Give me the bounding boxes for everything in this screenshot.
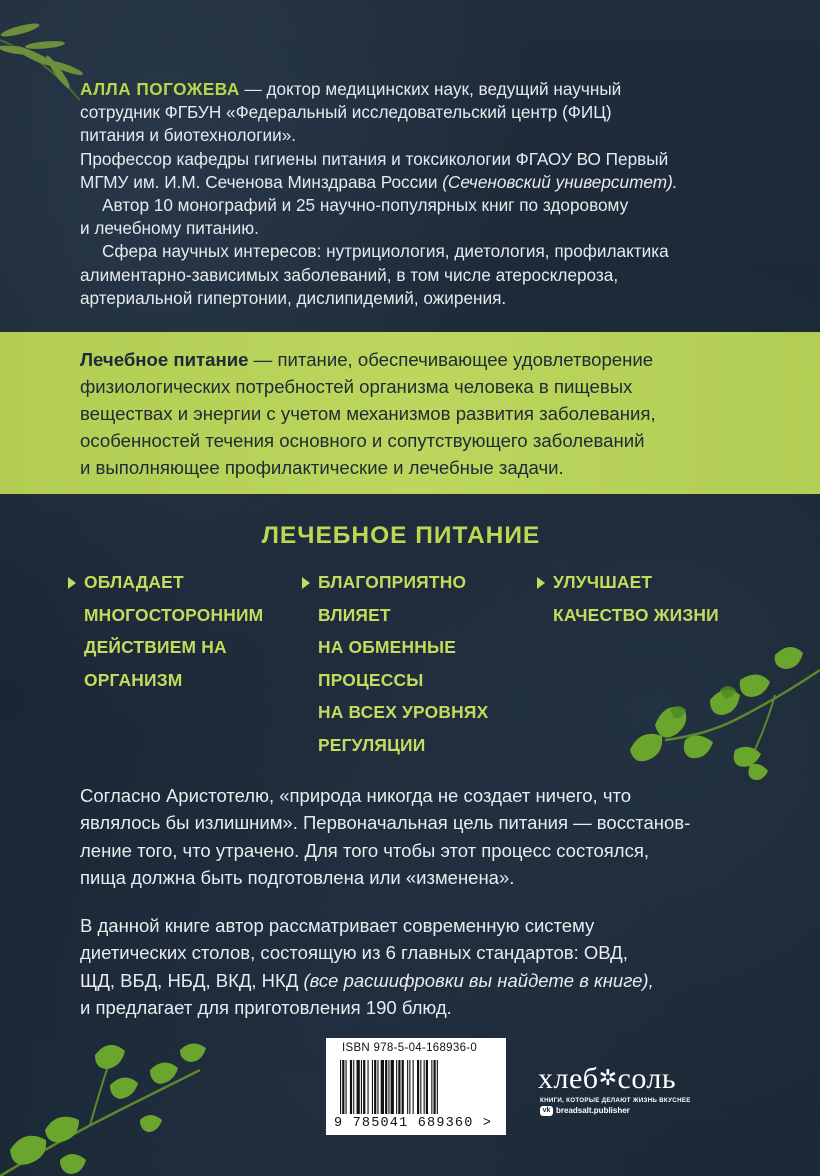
definition-line-2: физиологических потребностей организма человека в пищевых <box>80 376 633 397</box>
isbn-label: ISBN 978-5-04-168936-0 <box>342 1042 478 1054</box>
point-1-line: ОБЛАДАЕТ <box>84 572 184 592</box>
book-summary-paragraph <box>80 912 760 1022</box>
definition-text <box>80 346 760 481</box>
barcode-bars <box>340 1060 492 1114</box>
author-bio <box>80 78 760 310</box>
barcode-digits: 9 785041 689360 > <box>334 1116 493 1131</box>
author-line-7: и лечебному питанию. <box>80 218 259 239</box>
bullet-triangle-icon <box>537 577 545 589</box>
author-line-5-italic: (Сеченовский университет). <box>442 171 678 192</box>
publisher-star-icon: ✲ <box>598 1065 618 1090</box>
definition-term: Лечебное питание <box>80 349 249 370</box>
vk-icon: vk <box>540 1106 553 1116</box>
publisher-social-handle: breadsalt.publisher <box>556 1106 630 1115</box>
author-line-8: Сфера научных интересов: нутрициология, диетология, профилактика <box>102 241 669 262</box>
point-2-line: ВЛИЯЕТ <box>318 604 391 625</box>
parsley-sprig-right-illustration <box>625 640 820 785</box>
point-1-line: ОРГАНИЗМ <box>84 669 183 690</box>
definition-line-3: веществах и энергии с учетом механизмов развития заболевания, <box>80 403 656 424</box>
author-line-1: — доктор медицинских наук, ведущий научный <box>239 79 622 99</box>
definition-line-1: — питание, обеспечивающее удовлетворение <box>248 349 654 370</box>
author-line-10: артериальной гипертонии, дислипидемий, ожирения. <box>80 287 507 308</box>
point-3-line: УЛУЧШАЕТ <box>553 572 653 592</box>
author-line-4: Профессор кафедры гигиены питания и токсикологии ФГАОУ ВО Первый <box>80 148 669 169</box>
parsley-sprig-bottom-illustration <box>0 1030 220 1176</box>
point-1-line: МНОГОСТОРОННИМ <box>84 604 264 625</box>
point-2-line: БЛАГОПРИЯТНО <box>318 572 467 592</box>
point-2-line: РЕГУЛЯЦИИ <box>318 734 426 755</box>
para1-line-4: пища должна быть подготовлена или «изменена». <box>80 867 515 889</box>
bullet-triangle-icon <box>302 577 310 589</box>
publisher-logo <box>538 1062 676 1096</box>
point-2-line: НА ВСЕХ УРОВНЯХ <box>318 702 489 723</box>
point-1-line: ДЕЙСТВИЕМ НА <box>84 637 227 658</box>
aristotle-paragraph <box>80 782 760 892</box>
section-heading: ЛЕЧЕБНОЕ ПИТАНИЕ <box>261 522 541 549</box>
bullet-triangle-icon <box>68 577 76 589</box>
para2-line-3-italic: (все расшифровки вы найдете в книге), <box>303 969 654 991</box>
author-name: АЛЛА ПОГОЖЕВА <box>80 79 240 99</box>
author-line-5: МГМУ им. И.М. Сеченова Минздрава России <box>80 171 443 192</box>
para2-line-1: В данной книге автор рассматривает современную систему <box>80 915 595 936</box>
point-2-line: ПРОЦЕССЫ <box>318 669 424 690</box>
para1-line-1: Согласно Аристотелю, «природа никогда не создает ничего, что <box>80 785 632 806</box>
para1-line-3: ление того, что утрачено. Для того чтобы этот процесс состоялся, <box>80 839 649 861</box>
author-line-3: питания и биотехнологии». <box>80 125 297 146</box>
point-1 <box>84 566 263 696</box>
publisher-logo-right: соль <box>617 1062 677 1095</box>
author-line-6: Автор 10 монографий и 25 научно-популярных книг по здоровому <box>102 195 629 216</box>
point-2-line: НА ОБМЕННЫЕ <box>318 637 457 658</box>
point-3-line: КАЧЕСТВО ЖИЗНИ <box>553 604 719 625</box>
para2-line-3: ЩД, ВБД, НБД, ВКД, НКД <box>80 969 304 991</box>
para2-line-4: и предлагает для приготовления 190 блюд. <box>80 997 452 1019</box>
publisher-logo-left: хлеб <box>538 1062 599 1095</box>
para2-line-2: диетических столов, состоящую из 6 главных стандартов: ОВД, <box>80 942 628 964</box>
point-2 <box>318 566 488 762</box>
definition-line-5: и выполняющее профилактические и лечебные задачи. <box>80 457 564 478</box>
point-3 <box>553 566 719 631</box>
definition-line-4: особенностей течения основного и сопутствующего заболеваний <box>80 430 645 451</box>
publisher-tagline: КНИГИ, КОТОРЫЕ ДЕЛАЮТ ЖИЗНЬ ВКУСНЕЕ <box>540 1097 691 1104</box>
para1-line-2: являлось бы излишним». Первоначальная цель питания — восстанов- <box>80 812 691 834</box>
author-line-2: сотрудник ФГБУН «Федеральный исследовательский центр (ФИЦ) <box>80 102 612 123</box>
isbn-barcode <box>326 1038 506 1135</box>
author-line-9: алиментарно-зависимых заболеваний, в том числе атеросклероза, <box>80 264 619 285</box>
